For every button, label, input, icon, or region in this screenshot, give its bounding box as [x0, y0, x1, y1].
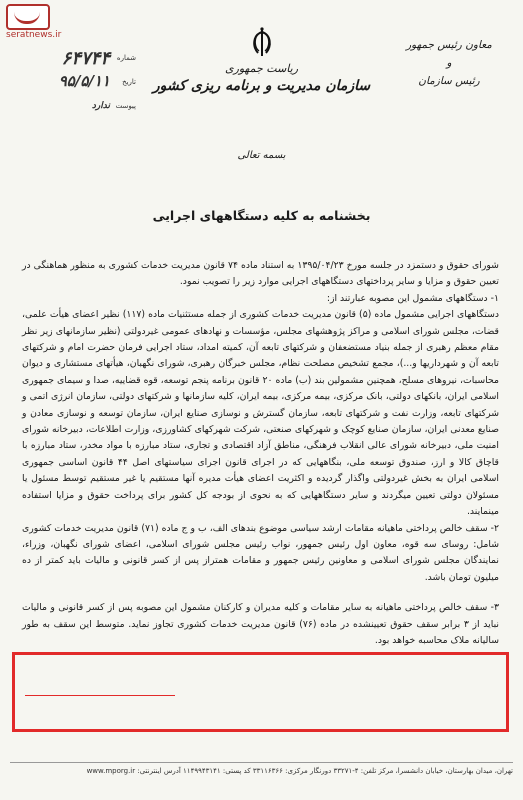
letter-subject: بخشنامه به کلیه دستگاههای اجرایی	[152, 208, 371, 223]
bismillah: بسمه تعالی	[237, 150, 286, 161]
sender-title	[393, 36, 505, 90]
letter-footer: تهران، میدان بهارستان، خیابان دانشسرا، مرکز تلفن: ۴-۳۳۲۷۱ دورنگار مرکزی: ۳۳۱۱۶۳۶۶ کد پستی: ۱۱۴۹۹۴۳۱۴۱ آدرس اینترنتی: www.mporg.ir	[10, 762, 513, 775]
highlight-underline	[25, 695, 175, 696]
paragraph-item-2: ۲- سقف خالص پرداختی ماهیانه مقامات ارشد سیاسی موضوع بندهای الف، ب و ج ماده (۷۱) قانون مدیریت خدمات کشوری شامل: روسای سه قوه، معاون اول رئیس جمهور، نواب رئیس مجلس شورای اسلامی، اعضای شورای نگهبان، وزراء، نمایندگان مجلس شورای اسلامی و معاونین رئیس جمهور و مقامات همتراز پس از کسر قانونی و مالیات باید کمتر از ده میلیون تومان باشد.	[22, 522, 499, 583]
sender-line-1: معاون رئیس جمهور	[406, 39, 492, 51]
letter-body	[22, 258, 499, 649]
sender-line-3: رئیس سازمان	[418, 75, 480, 87]
paragraph-item-1: ۱- دستگاههای مشمول این مصوبه عبارتند از:	[326, 292, 499, 304]
letter-date: ۹۵/۵/۱۱	[58, 72, 110, 90]
number-label: شماره	[116, 54, 136, 62]
emblem-icon	[249, 26, 275, 58]
organization-title: سازمان مدیریت و برنامه ریزی کشور	[152, 78, 371, 94]
date-label: تاریخ	[122, 78, 136, 86]
paragraph-agencies: دستگاههای اجرایی مشمول ماده (۵) قانون مدیریت خدمات کشوری از جمله مستثنیات ماده (۱۱۷) نظیر اعضای هیأت علمی، قضات، مجلس شورای اسلامی و مراکز پژوهشهای مجلس، مؤسسات و نهادهای عمومی غیردولتی (نظیر سازمانهای زیر نظر مقام معظم رهبری از جمله بنیاد مستضعفان و شرکتهای تابعه آن، کمیته امداد، ستاد اجرایی فرمان حضرت امام و شرکتهای تابعه آن و شهرداریها و...)، مجمع تشخیص مصلحت نظام، مجلس خبرگان رهبری، شورای نگهبان، هیأتهای مستشاری و دیوان محاسبات، نیروهای مسلح، همچنین مشمولین بند (ب) ماده ۲۰ قانون برنامه پنجم توسعه، قوه قضاییه، صدا و سیمای جمهوری اسلامی ایران، بانکهای دولتی، بانک مرکزی، بیمه مرکزی، بیمه ایران، کلیه سازمانها و شرکتهای دولتی، سازمان انرژی اتمی و شرکتهای تابعه، وزارت نفت و شرکتهای تابعه، سازمان گسترش و نوسازی صنایع ایران، سازمان توسعه و نوسازی معادن و صنایع معدنی ایران، سازمان صنایع کوچک و شهرکهای صنعتی، شرکت شهرکهای کشاورزی، وزارت اطلاعات، دبیرخانه شورای امنیت ملی، دبیرخانه شورای عالی انقلاب فرهنگی، مناطق آزاد اقتصادی و تجاری، ستاد مبارزه با مواد مخدر، ستاد مبارزه با قاچاق کالا و ارز، صندوق توسعه ملی، بنگاههایی که در اجرای قانون اجرای سیاستهای اصل ۴۴ قانون اساسی جمهوری اسلامی ایران به بخش غیردولتی واگذار گردیده و اکثریت اعضای هیأت مدیره آنها مستقیم یا غیر مستقیم توسط مسئول یا مسئولان دولتی تعیین میگردند و سایر دستگاههایی که به نحوی از بودجه کل کشور برای پرداخت حقوق و مزایا استفاده مینمایند.	[22, 309, 499, 518]
attachment-value: ندارد	[91, 101, 110, 111]
highlight-box	[12, 652, 509, 732]
sender-line-2: و	[446, 57, 452, 69]
presidency-title: ریاست جمهوری	[224, 62, 299, 75]
attachment-label: پیوست	[115, 102, 136, 110]
paragraph-item-3: ۳- سقف خالص پرداختی ماهیانه به سایر مقامات و کلیه مدیران و کارکنان مشمول این مصوبه پس از کسر قانونی و مالیات نباید از ۳ برابر سقف حقوق تعیینشده در ماده (۷۶) قانون مدیریت خدمات کشوری تجاوز نماید. متوسط این سقف به طور سالیانه ملاک محاسبه خواهد بود.	[22, 602, 499, 646]
letter-number: ۶۴۷۴۴	[61, 48, 110, 69]
paragraph-intro: شورای حقوق و دستمزد در جلسه مورخ ۱۳۹۵/۰۴/۲۳ به استناد ماده ۷۴ قانون مدیریت خدمات کشوری به منظور هماهنگی در تعیین حقوق و مزایا و سایر پرداختهای دستگاههای اجرایی موارد زیر را تصویب نمود.	[22, 260, 499, 288]
watermark-url: seratnews.ir	[6, 30, 62, 40]
